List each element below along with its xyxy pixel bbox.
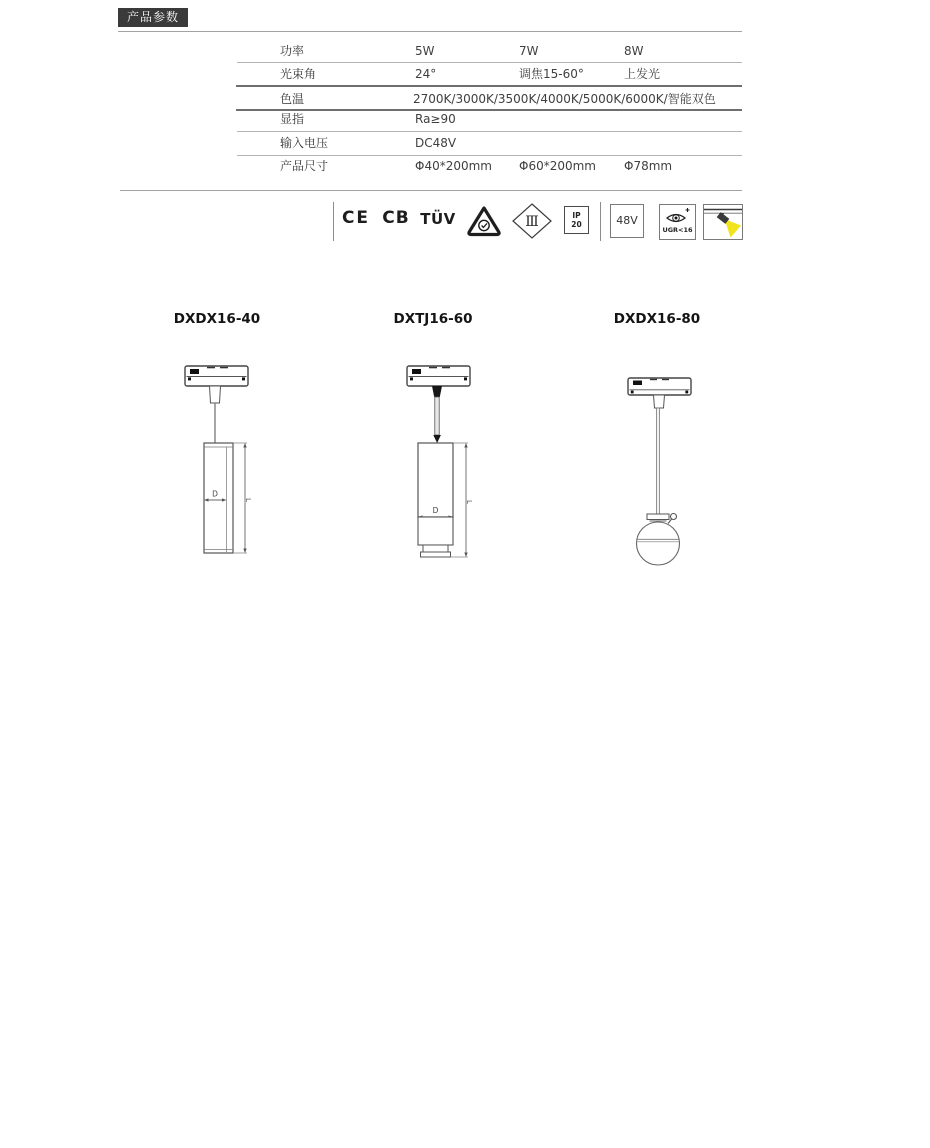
spec-value: 上发光 [624,67,661,81]
section-title-badge: 产品参数 [118,8,188,27]
table-rule [236,85,742,87]
spec-value: Φ78mm [624,159,673,173]
product-drawing-dxdx16-40 [160,360,280,560]
dim-d-label: D [212,489,218,499]
spec-value: Φ60*200mm [519,159,596,173]
dim-l-label: L [244,498,252,502]
eye-icon [664,207,691,226]
spec-label-power: 功率 [280,44,305,58]
ip-line1: IP [572,211,581,220]
spec-value: 5W [415,44,435,58]
product-model-label: DXDX16-40 [173,311,261,327]
cb-mark: CB [382,208,410,228]
ce-mark: CE [341,208,371,228]
ip-line2: 20 [571,220,582,229]
ip20-icon [564,206,589,234]
spec-value: DC48V [415,136,457,150]
product-drawing-dxtj16-60 [390,360,510,570]
spec-label-input-voltage: 输入电压 [280,136,329,150]
tuv-mark: TÜV [420,210,456,228]
spec-label-cri: 显指 [280,112,305,126]
table-rule [237,62,742,63]
spec-value: Ra≥90 [415,112,456,126]
class-iii-diamond-icon [511,202,553,240]
safety-triangle-icon [465,205,503,237]
spec-label-cct: 色温 [280,92,305,106]
spec-value: Φ40*200mm [415,159,492,173]
cert-divider [333,202,334,241]
cert-divider [600,202,601,241]
ugr-badge [659,204,696,240]
dim-l-label: L [465,500,473,504]
spec-label-size: 产品尺寸 [280,159,329,173]
spec-value: 24° [415,67,437,81]
ugr-label: UGR<16 [662,226,693,234]
table-rule [237,155,742,156]
spec-value: 8W [624,44,644,58]
product-model-label: DXTJ16-60 [393,311,473,327]
product-drawing-dxdx16-80 [605,370,715,575]
spec-value: 2700K/3000K/3500K/4000K/5000K/6000K/智能双色 [413,92,716,106]
table-rule [236,109,742,111]
section-bottom-divider [120,190,742,191]
table-rule [237,131,742,132]
spotlight-badge [703,204,743,240]
spec-value: 7W [519,44,539,58]
class-iii-label: Ⅲ [525,214,539,230]
voltage-48v-badge: 48V [610,204,644,238]
top-divider [118,31,742,32]
spec-value: 调焦15-60° [519,67,584,81]
dim-d-label: D [432,506,439,515]
spotlight-icon [704,205,742,239]
product-model-label: DXDX16-80 [613,311,701,327]
spec-label-beam-angle: 光束角 [280,67,317,81]
